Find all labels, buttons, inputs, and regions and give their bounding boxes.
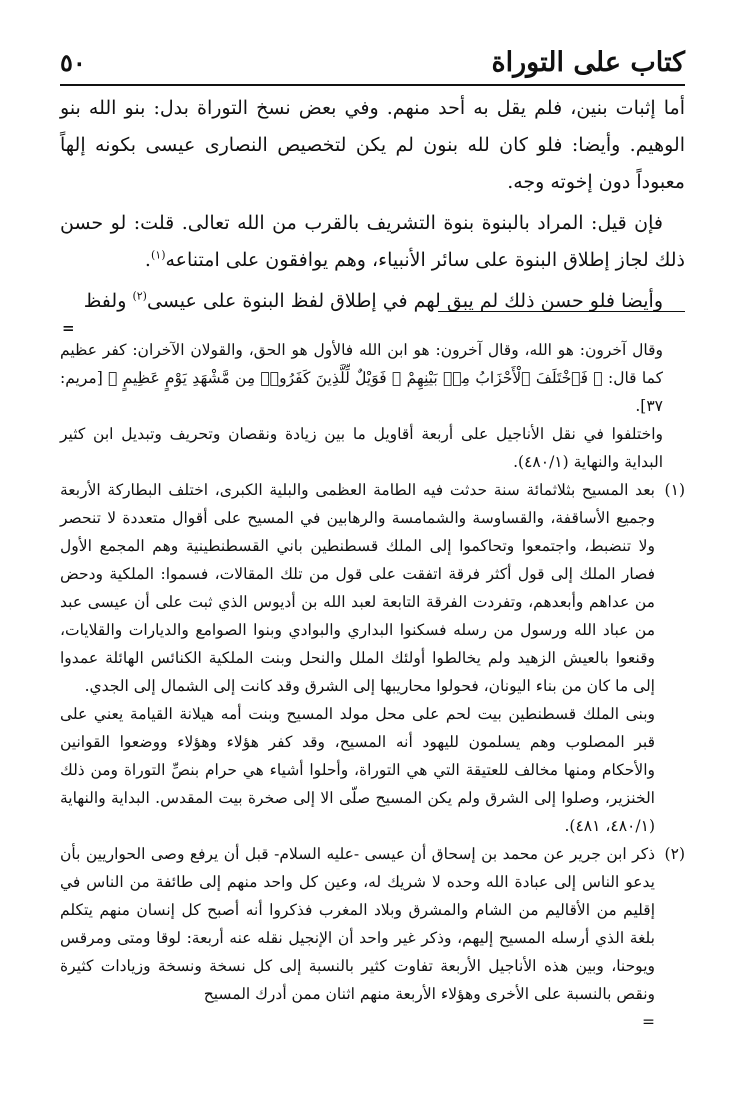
footnotes <box>60 336 685 1036</box>
page-number: ٥٠ <box>60 48 86 77</box>
footnote-paragraph: وبنى الملك قسطنطين بيت لحم على محل مولد المسيح وبنت أمه هيلانة القيامة يعني على قبر المصلوب وهم يسلمون لليهود أنه المسيح، وقد كفر هؤلاء وهؤلاء ووضعوا القوانين والأحكام ومنها مخالف للعتيقة التي هي التوراة، وأحلوا أشياء هي حرام بنصِّ التوراة ومن ذلك الخنزير، وصلوا إلى الشرق ولم يكن المسيح صلّى الا إلى صخرة بيت المقدس. البداية والنهاية (٤٨٠/١، ٤٨١). <box>60 705 655 835</box>
footnote-number: (٢) <box>664 845 685 863</box>
footnote-number: (١) <box>664 481 685 499</box>
footnote-end-mark: = <box>642 1013 655 1031</box>
main-text <box>60 90 685 324</box>
paragraph-text: فإن قيل: المراد بالبنوة بنوة التشريف بالقرب من الله تعالى. قلت: لو حسن ذلك لجاز إطلاق البنوة على سائر الأنبياء، وهم يوافقون على امتناعه <box>60 212 685 271</box>
footnote-ref: (١) <box>150 248 166 262</box>
body-paragraph: أما إثبات بنين، فلم يقل به أحد منهم. وفي بعض نسخ التوراة بدل: بنو الله بنو الوهيم. وأيضا: فلو كان لله بنون لم يكن لتخصيص النصارى عيسى بكونه إلهاً معبوداً دون إخوته وجه. <box>60 97 685 193</box>
punctuation: . <box>144 249 151 271</box>
footnote-paragraph: ذكر ابن جرير عن محمد بن إسحاق أن عيسى -عليه السلام- قبل أن يرفع وصى الحواريين بأن يدعو الناس إلى عبادة الله وحده لا شريك له، وعين كل واحد منهم إلى طائفة من الناس في إقليم من الأقاليم من الشام والمشرق وبلاد المغرب فذكروا أنه أصبح كل إنسان منهم يتكلم بلغة الذي أرسله المسيح إليهم، وذكر غير واحد أن الإنجيل نقله عنه أربعة: لوقا ومتى ومرقس ويوحنا، وبين هذه الأناجيل الأربعة تفاوت كثير بالنسبة إلى كل نسخة ونسخة وزيادات كثيرة ونقص بالنسبة على الأخرى وهؤلاء الأربعة منهم اثنان ممن أدرك المسيح <box>60 845 655 1003</box>
paragraph-text: وأيضا فلو حسن ذلك لم يبق لهم في إطلاق لفظ البنوة على عيسى <box>146 290 663 312</box>
footnote-ref: (٢) <box>132 289 147 303</box>
paragraph-text: ولفظ <box>83 290 127 312</box>
page-header <box>60 44 685 86</box>
book-title: كتاب على التوراة <box>491 47 685 78</box>
footnote-text <box>60 840 655 1036</box>
footnote-continuation: وقال آخرون: هو الله، وقال آخرون: هو ابن الله فالأول هو الحق، والقولان الآخران: كفر عظيم كما قال: ﴿ فَٱخْتَلَفَ ٱلْأَحْزَابُ مِنۢ بَيْنِهِمْ ۖ فَوَيْلٌ لِّلَّذِينَ كَفَرُوا۟ مِن مَّشْهَدِ يَوْمٍ عَظِيمٍ ﴾ [مريم: ٣٧]. <box>60 341 663 415</box>
footnote-2 <box>60 840 685 1036</box>
body-paragraph <box>60 205 685 279</box>
footnote-paragraph: بعد المسيح بثلاثمائة سنة حدثت فيه الطامة العظمى والبلية الكبرى، اختلف البطاركة الأربعة وجميع الأساقفة، والقساوسة والشمامسة والرهابين في المسيح على أقوال متعددة لا تنحصر ولا تنضبط، واجتمعوا وتحاكموا إلى الملك قسطنطين باني القسطنطينية وهم المجمع الأول فصار الملك إلى قول أكثر فرقة اتفقت على قول من تلك المقالات، فسموا: الملكية ودحض من عداهم وأبعدهم، وتفردت الفرقة التابعة لعبد الله بن أديوس الذي ثبت على أن عيسى عبد من عباد الله ورسول من رسله فسكنوا البداري والبوادي وبنوا الصوامع والديارات والقلايات، وقنعوا بالعيش الزهيد ولم يخالطوا أولئك الملل والنحل وبنت الملكية الكنائس الهائلة عمدوا إلى ما كان من بناء اليونان، فحولوا محاريبها إلى الشرق وقد كانت إلى الشمال إلى الجدي. <box>60 481 655 695</box>
footnote-text <box>60 476 655 840</box>
footnote-separator <box>438 311 685 312</box>
footnote-1 <box>60 476 685 840</box>
body-paragraph <box>60 283 685 320</box>
footnote-continuation: واختلفوا في نقل الأناجيل على أربعة أقاويل ما بين زيادة ونقصان وتحريف وتبديل ابن كثير البداية والنهاية (٤٨٠/١). <box>60 425 663 471</box>
continuation-mark: = <box>62 319 75 337</box>
